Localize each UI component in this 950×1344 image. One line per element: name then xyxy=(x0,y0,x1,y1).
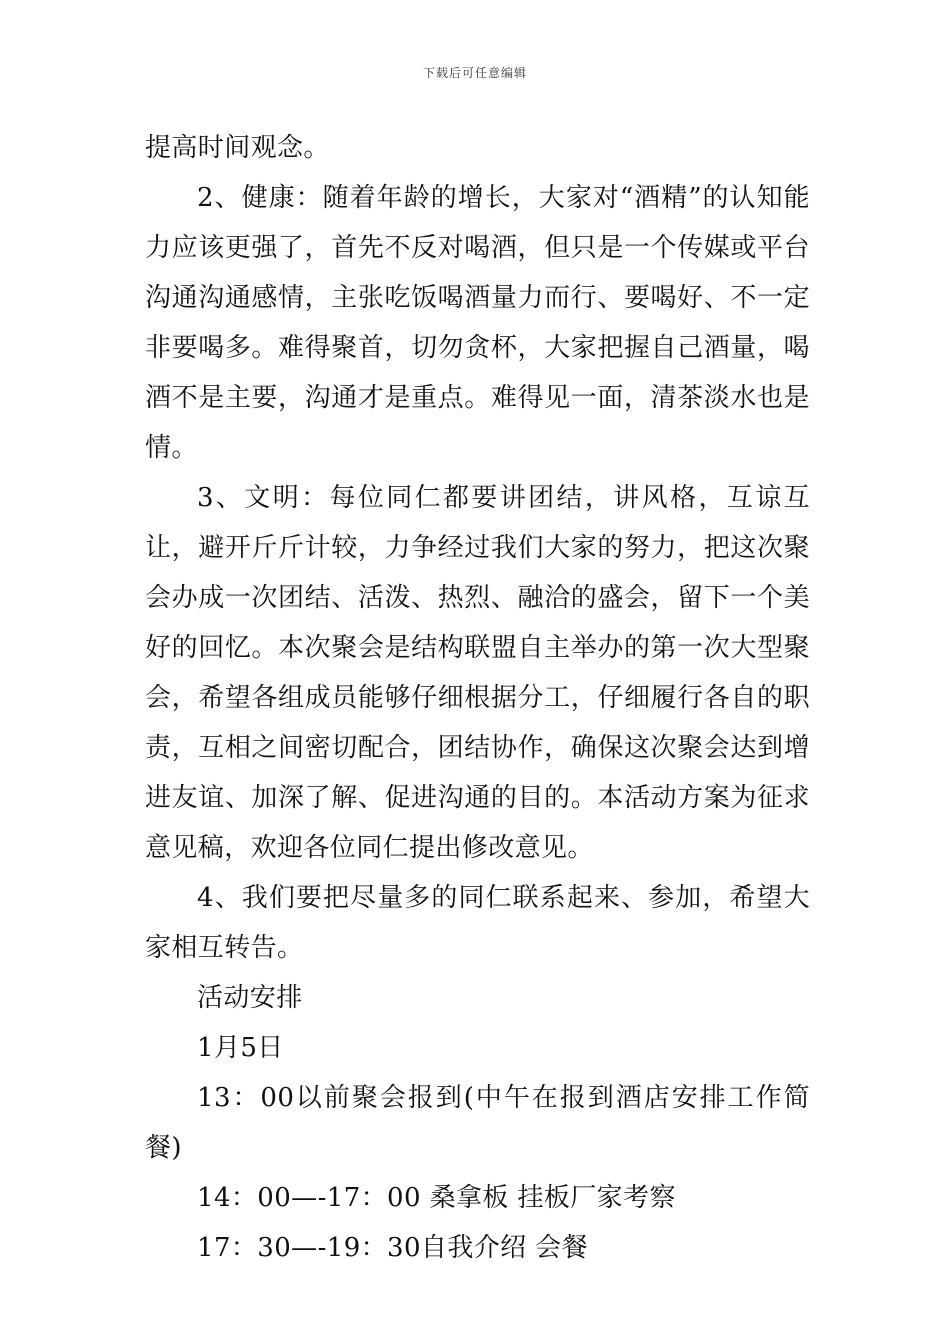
schedule-date: 1月5日 xyxy=(197,1033,284,1063)
paragraph-contact: 4、我们要把尽量多的同仁联系起来、参加，希望大家相互转告。 xyxy=(145,883,810,963)
paragraph-health: 2、健康：随着年龄的增长，大家对“酒精”的认知能力应该更强了，首先不反对喝酒，但只是一个传媒或平台沟通沟通感情，主张吃饭喝酒量力而行、要喝好、不一定非要喝多。难得聚首，切勿贪杯，大家把握自己酒量，喝酒不是主要，沟通才是重点。难得见一面，清茶淡水也是情。 xyxy=(145,183,810,463)
schedule-item: 17：30—-19：30自我介绍 会餐 xyxy=(197,1233,588,1263)
schedule-item: 14：00—-17：00 桑拿板 挂板厂家考察 xyxy=(197,1183,676,1213)
paragraph-civility: 3、文明：每位同仁都要讲团结，讲风格，互谅互让，避开斤斤计较，力争经过我们大家的努力，把这次聚会办成一次团结、活泼、热烈、融洽的盛会，留下一个美好的回忆。本次聚会是结构联盟自主举办的第一次大型聚会，希望各组成员能够仔细根据分工，仔细履行各自的职责，互相之间密切配合，团结协作，确保这次聚会达到增进友谊、加深了解、促进沟通的目的。本活动方案为征求意见稿，欢迎各位同仁提出修改意见。 xyxy=(145,483,810,863)
document-body xyxy=(145,123,810,1273)
paragraph-continuation: 提高时间观念。 xyxy=(145,133,330,163)
section-heading-schedule: 活动安排 xyxy=(197,983,303,1013)
schedule-item: 13：00以前聚会报到(中午在报到酒店安排工作简餐) xyxy=(145,1083,810,1163)
page-header: 下载后可任意编辑 xyxy=(422,66,527,80)
